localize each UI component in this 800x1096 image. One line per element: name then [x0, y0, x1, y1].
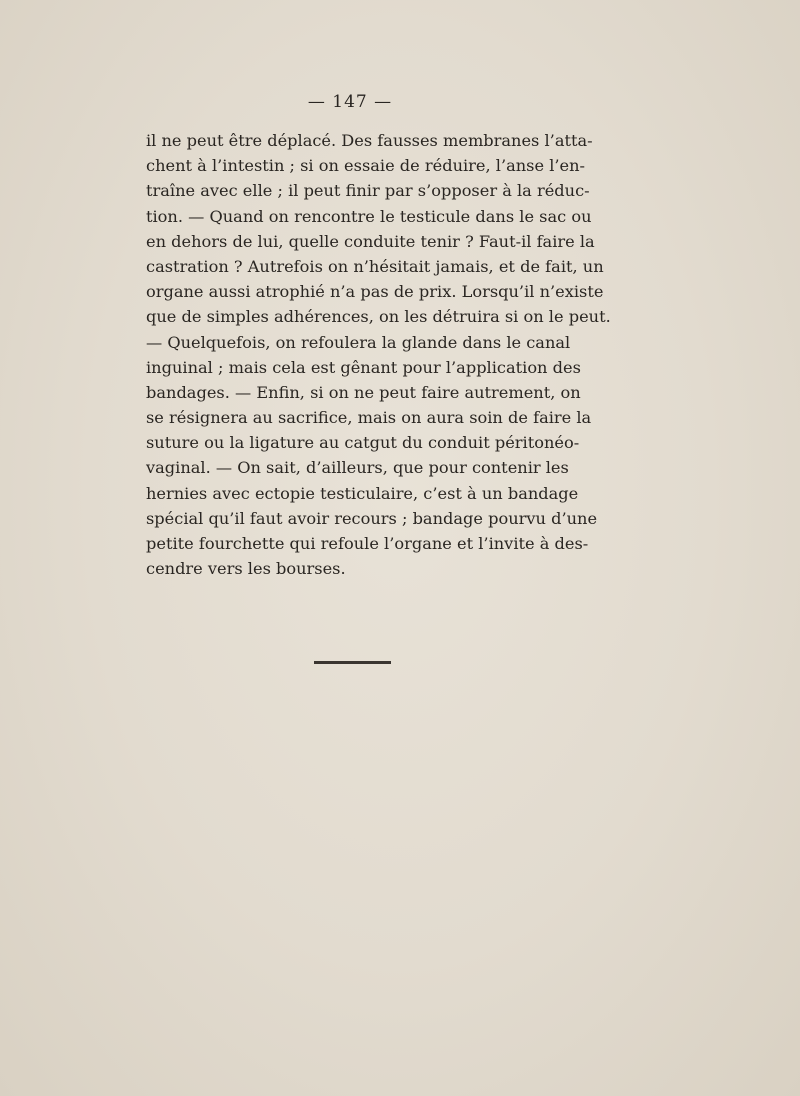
- body-paragraph: [146, 128, 611, 581]
- text-line: castration ? Autrefois on n’hésitait jamais, et de fait, un: [146, 256, 604, 276]
- text-line: tion. — Quand on rencontre le testicule dans le sac ou: [146, 206, 592, 226]
- section-end-rule: [314, 661, 391, 664]
- text-line: il ne peut être déplacé. Des fausses membranes l’atta-: [146, 131, 593, 150]
- text-line: inguinal ; mais cela est gênant pour l’application des: [146, 357, 581, 377]
- text-line: bandages. — Enfin, si on ne peut faire autrement, on: [146, 382, 581, 402]
- text-line: organe aussi atrophié n’a pas de prix. Lorsqu’il n’existe: [146, 282, 604, 302]
- text-line: que de simples adhérences, on les détruira si on le peut.: [146, 307, 611, 327]
- text-line: — Quelquefois, on refoulera la glande dans le canal: [146, 332, 571, 352]
- page-number: — 147 —: [307, 92, 393, 112]
- text-line: vaginal. — On sait, d’ailleurs, que pour contenir les: [146, 458, 569, 478]
- text-line: en dehors de lui, quelle conduite tenir ? Faut-il faire la: [146, 231, 595, 251]
- text-line: spécial qu’il faut avoir recours ; bandage pourvu d’une: [146, 508, 598, 528]
- text-line: suture ou la ligature au catgut du conduit péritonéo-: [146, 433, 580, 453]
- text-line: traîne avec elle ; il peut finir par s’opposer à la réduc-: [146, 181, 590, 201]
- text-line: hernies avec ectopie testiculaire, c’est à un bandage: [146, 483, 579, 503]
- text-line: chent à l’intestin ; si on essaie de réduire, l’anse l’en-: [146, 156, 586, 176]
- text-line: se résignera au sacrifice, mais on aura soin de faire la: [146, 408, 592, 428]
- text-line: petite fourchette qui refoule l’organe et l’invite à des-: [146, 534, 589, 553]
- text-line: cendre vers les bourses.: [146, 559, 346, 579]
